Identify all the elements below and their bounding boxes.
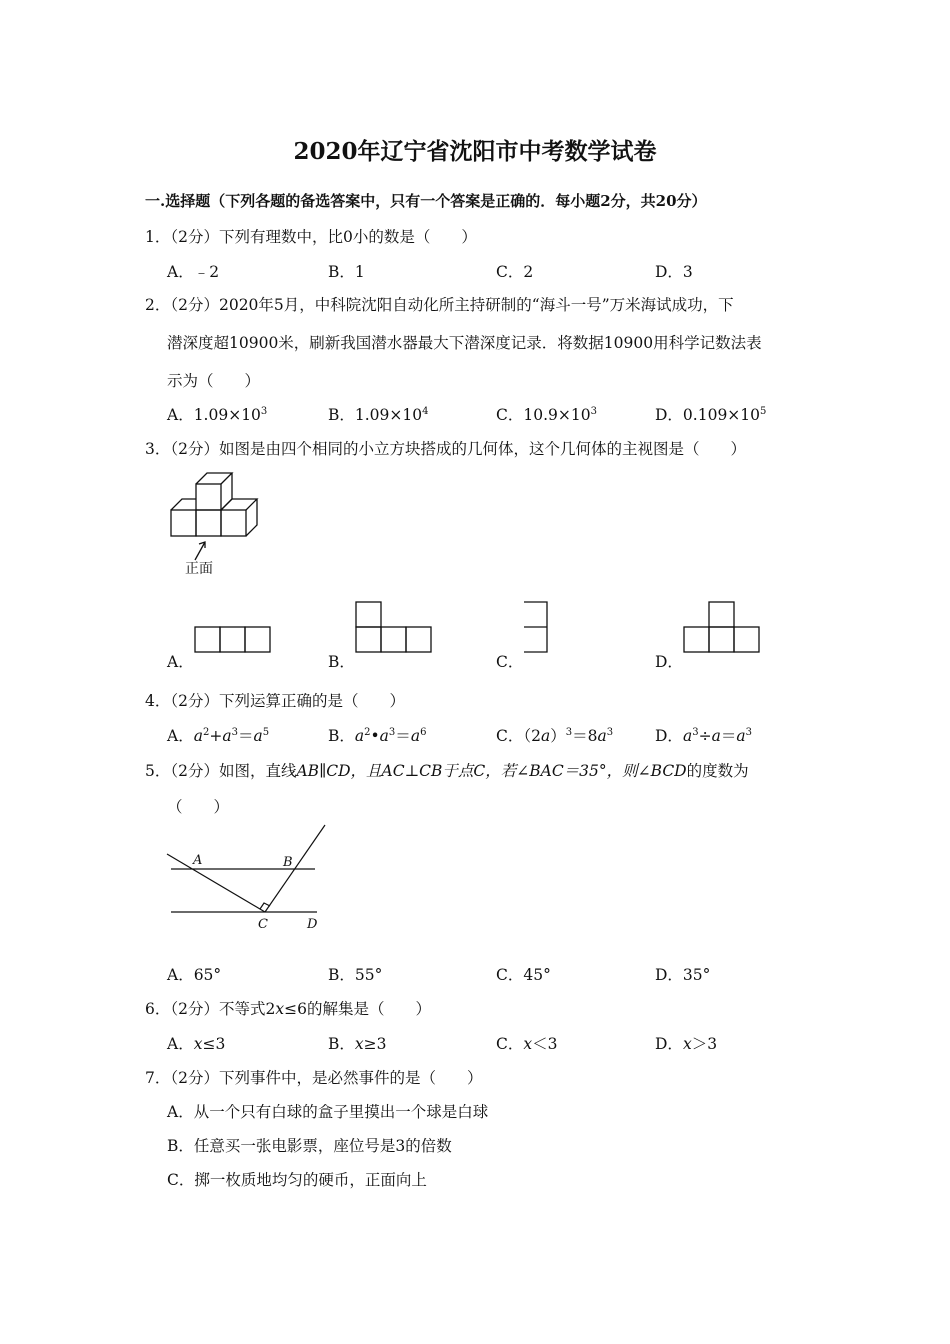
q3-option-a-figure [194, 626, 274, 654]
q2-option-b: B．$1.09\times 10^4$ [328, 405, 429, 424]
q2-stem-line1: 2．（2分）2020年5月，中科院沈阳自动化所主持研制的“海斗一号”万米海试成功，下 [145, 296, 734, 314]
q2-stem-line2: 潜深度超10900米，刷新我国潜水器最大下潜深度记录．将数据10900用科学记数法表 [167, 334, 762, 352]
q3-option-d: D． [655, 653, 683, 671]
q5-option-d: D．35° [655, 966, 711, 984]
q3-option-a: A． [167, 653, 194, 671]
q7-option-b: B．任意买一张电影票，座位号是3的倍数 [167, 1137, 452, 1155]
q3-stem: 3．（2分）如图是由四个相同的小立方块搭成的几何体，这个几何体的主视图是（ ） [145, 440, 746, 458]
point-d-label: D [307, 917, 318, 932]
q3-option-b: B． [328, 653, 355, 671]
q6-option-c: C．x＜3 [496, 1035, 558, 1053]
q5-stem-line2: （ ） [167, 798, 230, 816]
q6-stem: 6．（2分）不等式2x≤6的解集是（ ） [145, 1000, 431, 1018]
q4-option-b: B．$a^2•a^3=a^6$ [328, 726, 427, 745]
section-heading: 一.选择题（下列各题的备选答案中，只有一个答案是正确的．每小题2分，共20分） [145, 192, 707, 210]
q3-option-d-figure [683, 601, 763, 655]
q2-option-a: A．$1.09\times 10^3$ [167, 405, 268, 424]
q2-option-d: D．$0.109\times 10^5$ [655, 405, 767, 424]
q4-stem: 4．（2分）下列运算正确的是（ ） [145, 692, 405, 710]
q3-cube-figure [165, 470, 275, 580]
q2-option-c: C．$10.9\times 10^3$ [496, 405, 597, 424]
q5-option-b: B．55° [328, 966, 383, 984]
q7-option-a: A．从一个只有白球的盒子里摸出一个球是白球 [167, 1103, 489, 1121]
q5-option-a: A．65° [167, 966, 222, 984]
page-title: 2020年辽宁省沈阳市中考数学试卷 [293, 138, 657, 165]
q6-option-d: D．x＞3 [655, 1035, 718, 1053]
q7-stem: 7．（2分）下列事件中，是必然事件的是（ ） [145, 1069, 483, 1087]
q3-option-b-figure [355, 601, 435, 655]
q6-option-a: A．x≤3 [167, 1035, 226, 1053]
point-a-label: A [193, 853, 203, 868]
q4-option-d: D．$a^3\div a=a^3$ [655, 726, 752, 745]
q1-option-d: D．3 [655, 263, 693, 281]
point-b-label: B [283, 855, 293, 870]
q1-option-c: C．2 [496, 263, 534, 281]
q1-option-b: B．1 [328, 263, 365, 281]
q5-geometry-figure [165, 823, 335, 938]
q4-option-c: C．$(2a)^3=8a^3$ [496, 726, 614, 745]
q3-front-label: 正面 [185, 561, 213, 577]
q5-option-c: C．45° [496, 966, 551, 984]
q4-option-a: A．$a^2+a^3=a^5$ [167, 726, 270, 745]
q6-option-b: B．x≥3 [328, 1035, 387, 1053]
point-c-label: C [258, 917, 268, 932]
q1-stem: 1．（2分）下列有理数中，比0小的数是（ ） [145, 228, 477, 246]
q3-option-c: C． [496, 653, 524, 671]
q7-option-c: C．掷一枚质地均匀的硬币，正面向上 [167, 1171, 427, 1189]
q2-stem-line3: 示为（ ） [167, 372, 261, 390]
q1-option-a: A．﹣2 [167, 263, 220, 281]
q3-option-c-figure [520, 601, 552, 655]
q5-stem-line1: 5．（2分）如图，直线AB∥CD，且AC⊥CB于点C，若∠BAC＝35°，则∠BCD的度数为 [145, 762, 749, 780]
